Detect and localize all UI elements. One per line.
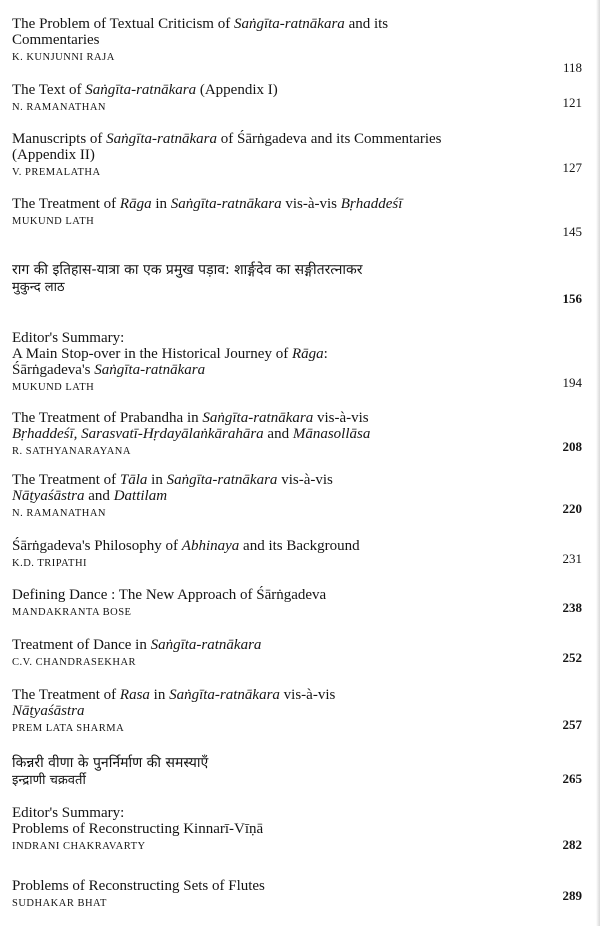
entry-author: V. PREMALATHA xyxy=(12,167,101,178)
entry-author: N. RAMANATHAN xyxy=(12,102,107,113)
title-text: राग की इतिहास-यात्रा का एक प्रमुख पड़ाव: शार्ङ्गदेव का सङ्गीतरत्नाकर xyxy=(12,262,363,278)
title-italic-text: Saṅgīta-ratnākara xyxy=(94,362,206,378)
title-text: The Treatment of xyxy=(12,472,120,488)
toc-entry xyxy=(12,330,590,394)
entry-author: SUDHAKAR BHAT xyxy=(12,898,107,909)
entry-title xyxy=(12,637,462,653)
title-text: Problems of Reconstructing Sets of Flutes xyxy=(12,878,265,894)
entry-title xyxy=(12,131,462,163)
entry-title xyxy=(12,587,462,603)
title-text: (Appendix I) xyxy=(196,82,278,98)
entry-page-number: 265 xyxy=(562,771,582,786)
title-italic-text: Mānasollāsa xyxy=(292,426,371,442)
title-text: Śārṅgadeva's Philosophy of xyxy=(12,538,182,554)
title-text: and its Commentaries xyxy=(12,16,389,48)
entry-page-number: 208 xyxy=(562,439,582,454)
title-text: in xyxy=(151,196,171,212)
entry-title xyxy=(12,196,462,212)
title-text: Treatment of Dance in xyxy=(12,637,151,653)
entry-author: R. SATHYANARAYANA xyxy=(12,446,131,457)
entry-page-number: 220 xyxy=(562,501,582,516)
entry-title xyxy=(12,262,462,279)
title-text: : xyxy=(323,346,328,362)
title-italic-text: Dattilam xyxy=(113,488,168,504)
title-text: Śārṅgadeva's xyxy=(12,362,95,378)
title-italic-text: Saṅgīta-ratnākara xyxy=(169,687,280,703)
toc-entry xyxy=(12,16,590,75)
title-text: The Treatment of Prabandha in xyxy=(12,410,203,426)
entry-author: MUKUND LATH xyxy=(12,216,95,227)
toc-entry xyxy=(12,805,590,853)
title-italic-text: Saṅgīta-ratnākara xyxy=(85,82,197,98)
title-italic-text: Saṅgīta-ratnākara xyxy=(170,196,282,212)
title-text: A Main Stop-over in the Historical Journey of xyxy=(12,346,292,362)
toc-entry xyxy=(12,472,590,520)
title-italic-text: Saṅgīta-ratnākara xyxy=(202,410,314,426)
entry-title xyxy=(12,472,462,504)
entry-author: N. RAMANATHAN xyxy=(12,508,107,519)
entry-author: मुकुन्द लाठ xyxy=(12,280,65,295)
title-text: The Text of xyxy=(12,82,86,98)
entry-page-number: 252 xyxy=(562,650,582,665)
title-italic-text: Nāṭyaśāstra xyxy=(12,703,85,719)
toc-entry xyxy=(12,410,590,458)
entry-title xyxy=(12,82,462,98)
title-text: Defining Dance : The New Approach of Śārṅgadeva xyxy=(12,587,327,603)
entry-author: K.D. TRIPATHI xyxy=(12,558,88,569)
title-text: and xyxy=(263,426,293,442)
title-italic-text: Saṅgīta-ratnākara xyxy=(150,637,262,653)
title-italic-text: Tāla xyxy=(119,472,148,488)
entry-page-number: 156 xyxy=(562,291,582,306)
title-text: vis-à-vis xyxy=(277,472,333,488)
toc-entry xyxy=(12,878,590,910)
toc-entry xyxy=(12,755,590,789)
title-text: in xyxy=(149,687,170,703)
entry-title xyxy=(12,805,462,837)
entry-title xyxy=(12,330,462,378)
title-italic-text: Bṛhaddeśī xyxy=(340,196,403,212)
title-italic-text: Saṅgīta-ratnākara xyxy=(106,131,217,147)
toc-entry xyxy=(12,587,590,619)
toc-entry xyxy=(12,262,590,306)
entry-page-number: 282 xyxy=(562,837,582,852)
title-text: vis-à-vis xyxy=(281,196,341,212)
entry-page-number: 194 xyxy=(562,375,582,390)
entry-author: INDRANI CHAKRAVARTY xyxy=(12,841,146,852)
page-edge-shadow xyxy=(596,0,600,926)
title-italic-text: Saṅgīta-ratnākara xyxy=(166,472,278,488)
title-italic-text: Abhinaya xyxy=(181,538,240,554)
title-text: The Treatment of xyxy=(12,687,120,703)
entry-title xyxy=(12,755,462,772)
title-text: The Problem of Textual Criticism of xyxy=(12,16,234,32)
toc-entry xyxy=(12,82,590,114)
title-text: vis-à-vis xyxy=(313,410,369,426)
entry-page-number: 121 xyxy=(562,95,582,110)
entry-author: C.V. CHANDRASEKHAR xyxy=(12,657,137,668)
entry-page-number: 231 xyxy=(562,551,582,566)
title-italic-text: Bṛhaddeśī, Sarasvatī-Hṛdayālaṅkārahāra xyxy=(12,426,264,442)
title-italic-text: Rāga xyxy=(291,346,324,362)
toc-entry xyxy=(12,538,590,570)
title-text: Problems of Reconstructing Kinnarī-Vīṇā xyxy=(12,821,264,837)
entry-title xyxy=(12,687,462,719)
toc-entry xyxy=(12,131,590,179)
entry-author: MANDAKRANTA BOSE xyxy=(12,607,132,618)
entry-page-number: 257 xyxy=(562,717,582,732)
entry-title xyxy=(12,410,462,442)
entry-title xyxy=(12,16,462,48)
title-text: and xyxy=(84,488,114,504)
entry-author: PREM LATA SHARMA xyxy=(12,723,125,734)
title-italic-text: Nāṭyaśāstra xyxy=(12,488,85,504)
title-text: Manuscripts of xyxy=(12,131,107,147)
title-text: Editor's Summary: xyxy=(12,805,125,821)
entry-page-number: 118 xyxy=(562,60,582,75)
title-text: and its Background xyxy=(239,538,360,554)
title-text: किन्नरी वीणा के पुनर्निर्माण की समस्याएँ xyxy=(12,755,209,771)
title-text: Editor's Summary: xyxy=(12,330,125,346)
toc-entry xyxy=(12,196,590,239)
entry-page-number: 289 xyxy=(562,888,582,903)
entry-page-number: 145 xyxy=(562,224,582,239)
entry-title xyxy=(12,538,462,554)
title-italic-text: Rasa xyxy=(119,687,150,703)
title-text: vis-à-vis xyxy=(279,687,336,703)
title-text: of Śārṅgadeva and its Commentaries (Appendix II) xyxy=(12,131,442,163)
entry-author: K. KUNJUNNI RAJA xyxy=(12,52,115,63)
entry-author: इन्द्राणी चक्रवर्ती xyxy=(12,773,86,788)
entry-page-number: 238 xyxy=(562,600,582,615)
title-italic-text: Rāga xyxy=(119,196,152,212)
entry-page-number: 127 xyxy=(562,160,582,175)
title-italic-text: Saṅgīta-ratnākara xyxy=(233,16,345,32)
entry-author: MUKUND LATH xyxy=(12,382,95,393)
toc-entry xyxy=(12,637,590,669)
title-text: in xyxy=(147,472,167,488)
toc-entry xyxy=(12,687,590,735)
entry-title xyxy=(12,878,462,894)
title-text: The Treatment of xyxy=(12,196,120,212)
